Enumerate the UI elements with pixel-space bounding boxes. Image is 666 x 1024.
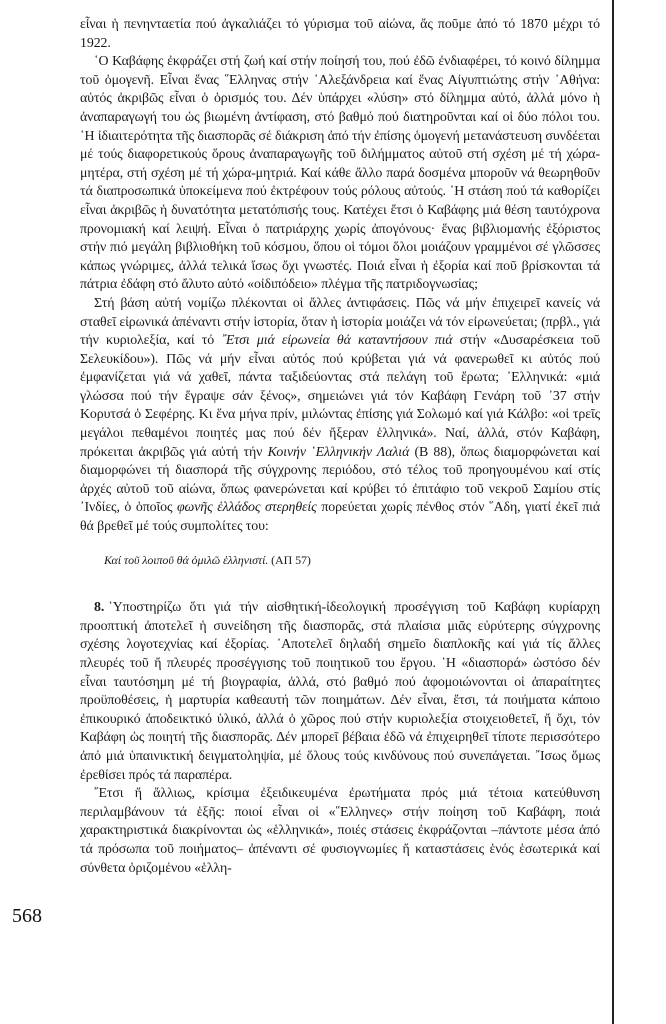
paragraph-text: Στή βάση αὐτή νομίζω πλέκονται οἱ ἄλλες ἀντιφάσεις. Πῶς νά μήν ἐπιχειρεῖ κανείς νά σταθεῖ εἰρωνικά ἀπέναντι στήν ἱστορία, ὅταν ἡ ἱστορία μοιάζει νά τόν εἰρωνεύεται; (πρβλ., γιά τήν κυριολεξία, καί τό [80,295,600,349]
section-text: ῾Υποστηρίζω ὅτι γιά τήν αἰσθητική-ἰδεολογική προσέγγιση τοῦ Καβάφη κυρίαρχη προοπτική ἀποτελεῖ ἡ συνείδηση τῆς διασπορᾶς, στά πλαίσια μιᾶς εὐρύτερης σύγχρονης σχέσης λογοτεχνίας καί ἐξορίας. ᾿Αποτελεῖ δηλαδή σημεῖο διαπλοκῆς καί γιά τίς ἄλλες πλευρές τοῦ ἤ πλευρές προσέγγισης τοῦ ποιητικοῦ του ἔργου. ῾Η «διασπορά» ὡστόσο δέν εἶναι ταυτόσημη μέ τή βιογραφία, ἀλλά, στό βαθμό πού ἀφομοιώνονται οἱ ἀπαραίτητες προϋποθέσεις, ἡ μαρτυρία καθεαυτή τῶν ποιημάτων. Δέν εἶναι, ἔτσι, τά ποιήματα κάποιο ἐπικουρικό ἀποδεικτικό ὑλικό, ἀλλά ὁ χῶρος πού στήν κυριολεξία στοιχειοθετεῖ, ἤ ὄχι, τόν Καβάφη ὡς ποιητή τῆς διασπορᾶς. Δέν μπορεῖ βέβαια ἐδῶ νά ἐπιχειρηθεῖ τίποτε περισσότερο ἀπό μιά ὑπαινικτική δειγματοληψία, μέ ὅλους τούς κινδύνους πού συνεπάγεται. ῎Ισως ὅμως ἐρεθίσει πρός τά παραπέρα. [80,600,600,783]
section-number: 8. [94,600,105,616]
paragraph-text: (Β 88), ὅπως διαμορφώνεται καί διαμορφώνει τή διασπορά τῆς σύγχρονης περιόδου, στό τέλος τοῦ προηγουμένου καί στίς ἀρχές αὐτοῦ τοῦ αἰώνα, ὅπως φανερώνεται καί κρύβει τό ἐπιτάφιο τοῦ νεκροῦ Σαμίου στίς ᾿Ινδίες, ὁ ὁποῖος [80,444,600,516]
paragraph-text: στήν «Δυσαρέσκεια τοῦ Σελευκίδου»). Πῶς νά μήν εἶναι αὐτός πού κρύβεται γιά νά φανερωθεῖ κι αὐτός πού ἐμφανίζεται γιά νά χαθεῖ, πάντα ταξιδεύοντας στά πελάγη τοῦ ἔρωτα; ᾿Ελληνικά: «μιά γλώσσα πού τήν ἔγραψε σάν ξένος», σημειώνει γιά τόν Καβάφη Γενάρη τοῦ ᾿37 στήν Κορυτσά ὁ Σεφέρης. Κι ἕνα μήνα πρίν, μιλώντας ἐπίσης γιά Σολωμό καί γιά Κάλβο: «οἱ τρεῖς μεγάλοι πεθαμένοι ποιητές μας πού δέν ἤξεραν ἑλληνικά». Ναί, ἀλλά, στόν Καβάφη, πρόκειται ἀκριβῶς γιά αὐτή τήν [80,333,600,460]
paragraph-continued: εἶναι ἡ πενηνταετία πού ἀγκαλιάζει τό γύρισμα τοῦ αἰώνα, ἄς ποῦμε ἀπό τό 1870 μέχρι τό 1922. [80,17,600,51]
paragraph-contradictions [80,295,600,537]
block-quote [104,551,600,570]
paragraph-kavafis-dilemma: ῾Ο Καβάφης ἐκφράζει στή ζωή καί στήν ποίησή του, πού ἐδῶ ἐνδιαφέρει, τό κοινό δίλημμα τοῦ ὁμογενῆ. Εἶναι ἕνας ῞Ελληνας στήν ᾿Αλεξάνδρεια καί ἕνας Αἰγυπτιώτης στήν ᾿Αθήνα: αὐτός ἀκριβῶς εἶναι ὁ ὁρισμός του. Δέν ὑπάρχει «λύση» στό δίλημμα αὐτό, ἀλλά μόνο ἡ ἀναπαραγωγή του ὡς βιωμένη ἀντίφαση, στό βαθμό πού διατηροῦνται καί οἱ δύο πόλοι του. ῾Η ἰδιαιτερότητα τῆς διασπορᾶς σέ διάκριση ἀπό τήν ἐπίσης ὁμογενή μετανάστευση συνδέεται μέ τούς διαφορετικούς ὅρους ἀναπαραγωγῆς τοῦ διλήμματος αὐτοῦ στή σχέση μέ τή χώρα-μητέρα, στή σχέση μέ τή χώρα-μητριά. Καί κάθε ἄλλο παρά δοσμένα μποροῦν νά θεωρηθοῦν τά διαπροσωπικά ὑποκείμενα πού ἐκτρέφουν τούς ρόλους αὐτούς. ῾Η στάση πού τά καθορίζει εἶναι ἀκριβῶς ἡ δυνατότητα μετατόπισής τους. Κατέχει ἔτσι ὁ Καβάφης μιά θέση ταυτόχρονα προνομιακή καί λειψή. Εἶναι ὁ πατριάρχης χωρίς ἀπογόνους· ἕνας βιβλιομανής ἐξόριστος στήν πιό μεγάλη βιβλιοθήκη τοῦ κόσμου, ὅπου οἱ τόμοι ὅλοι μοιάζουν γραμμένοι σέ γλῶσσες κάπως γνώριμες, ἀλλά τελικά ἴσως ὄχι γνωστές. Ποιά εἶναι ἡ ἐξορία καί ποῦ βρίσκονται τά πάτρια ἐδάφη στό ἄλυτο αὐτό «οἰδιπόδειο» πλέγμα τῆς πατριδογνωσίας; [80,54,600,293]
numbered-section [80,599,600,785]
paragraph-text: πορεύεται χωρίς πένθος στόν ῞Αδη, γιατί ἐκεῖ πιά θά βρεθεῖ μέ τούς συμπολίτες του: [80,500,601,535]
italic-phrase: φωνῆς ἑλλάδος στερηθείς [176,500,317,516]
page-number: 568 [12,905,42,927]
italic-quote: ῎Ετσι μιά εἰρωνεία θά καταντήσουν πιά [221,333,453,349]
paragraph-questions: ῎Ετσι ἤ ἄλλιως, κρίσιμα ἐξειδικευμένα ἐρωτήματα πρός μιά τέτοια κατεύθυνση περιλαμβάνουν τά ἑξῆς: ποιοί εἶναι οἱ «῞Ελληνες» στήν ποίηση τοῦ Καβάφη, ποιά χαρακτηριστικά διακρίνονται ὡς «ἑλληνικά», ποιές στάσεις ἐκφράζονται –πάντοτε μέσα ἀπό τά πρόσωπα τοῦ ποιήματος– ἀπέναντι σέ φυσιογνωμίες ἤ καταστάσεις ἑνός ἑσωτερικά καί σύνθετα ὁριζομένου «ἑλλη- [80,786,600,876]
quote-text: Καί τοῦ λοιποῦ θά ὁμιλῶ ἑλληνιστί. [104,552,269,567]
margin-rule [612,0,614,1024]
italic-title: Κοινήν ῾Ελληνικήν Λαλιά [267,444,410,460]
quote-reference: (ΑΠ 57) [268,552,311,567]
body-text [80,16,600,878]
